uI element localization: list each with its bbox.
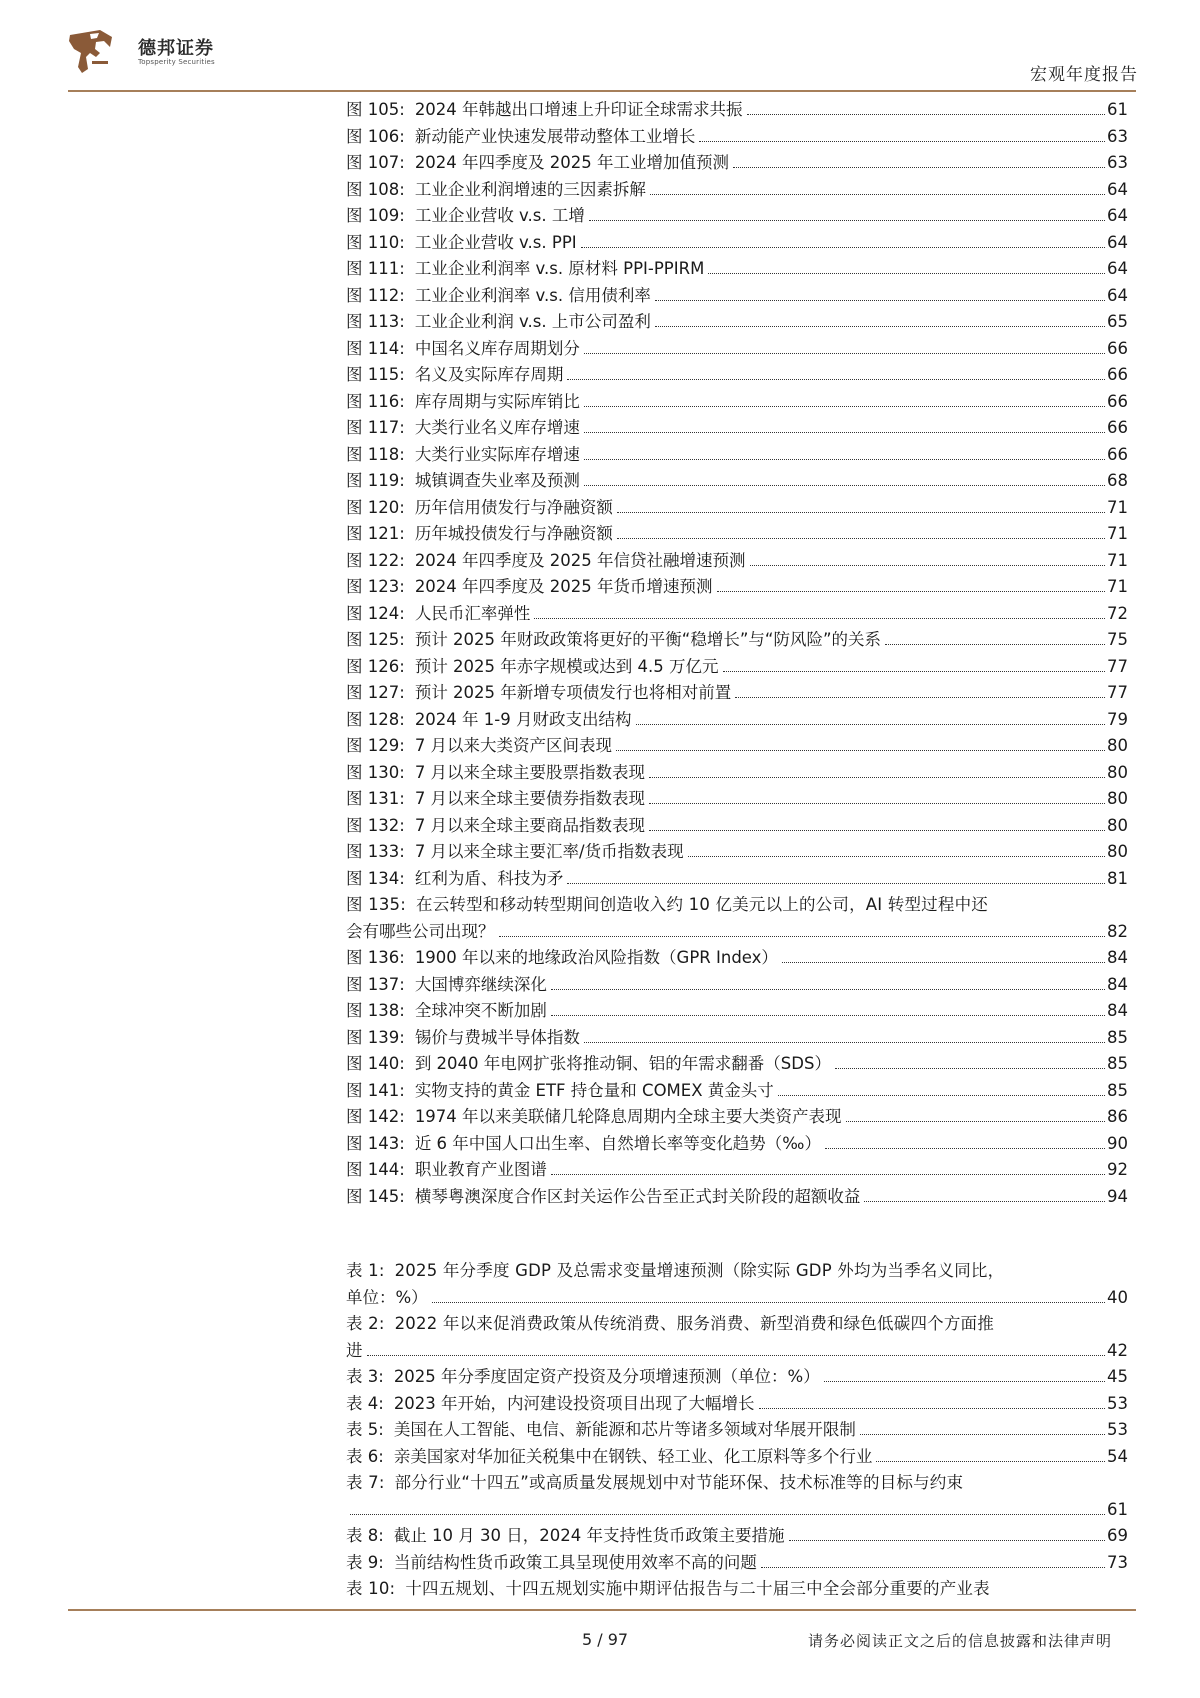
- page-number: 80: [1107, 842, 1128, 861]
- dot-leader: [761, 1567, 1105, 1568]
- toc-figure-108[interactable]: [346, 177, 1128, 204]
- page-number: 71: [1107, 550, 1128, 570]
- table-title: 当前结构性货币政策工具呈现使用效率不高的问题: [393, 1552, 757, 1572]
- page-number: 45: [1107, 1367, 1128, 1386]
- figure-title: 红利为盾、科技为矛: [414, 868, 564, 888]
- toc-figure-125[interactable]: [346, 627, 1128, 654]
- figure-label: 图 123:: [346, 577, 405, 596]
- figure-title: 7 月以来全球主要股票指数表现: [414, 762, 646, 782]
- toc-table-10[interactable]: [346, 1576, 1128, 1603]
- page-number: 66: [1107, 338, 1128, 358]
- figure-title: 工业企业营收 v.s. PPI: [414, 232, 577, 252]
- toc-table-6[interactable]: [346, 1444, 1128, 1471]
- dot-leader: [551, 1015, 1105, 1016]
- dot-leader: [584, 485, 1105, 486]
- dot-leader: [885, 644, 1105, 645]
- figure-title-line2: 会有哪些公司出现？: [346, 921, 495, 941]
- figure-title: 近 6 年中国人口出生率、自然增长率等变化趋势（‰）: [414, 1133, 821, 1153]
- figure-title: 名义及实际库存周期: [414, 365, 564, 384]
- page-indicator: 5 / 97: [582, 1630, 629, 1649]
- figure-title: 2024 年四季度及 2025 年信贷社融增速预测: [414, 550, 746, 570]
- toc-figure-127[interactable]: [346, 680, 1128, 707]
- toc-figure-137[interactable]: [346, 972, 1128, 999]
- figure-title: 大类行业名义库存增速: [414, 418, 580, 437]
- table-label: 表 4:: [346, 1393, 384, 1413]
- page-number: 63: [1107, 126, 1128, 146]
- figure-label: 图 140:: [346, 1054, 405, 1073]
- figure-label: 图 109:: [346, 206, 405, 225]
- dot-leader: [708, 273, 1105, 274]
- figure-title: 2024 年 1-9 月财政支出结构: [414, 709, 632, 729]
- figure-title: 2024 年韩越出口增速上升印证全球需求共振: [414, 100, 743, 119]
- page-number: 72: [1107, 603, 1128, 623]
- dot-leader: [649, 830, 1105, 831]
- toc-figure-118[interactable]: [346, 442, 1128, 469]
- figure-title: 城镇调查失业率及预测: [414, 471, 580, 490]
- figure-label: 图 122:: [346, 550, 405, 570]
- legal-disclaimer: 请务必阅读正文之后的信息披露和法律声明: [807, 1632, 1112, 1650]
- dot-leader: [735, 697, 1105, 698]
- dot-leader: [567, 883, 1105, 884]
- toc-figure-131[interactable]: [346, 786, 1128, 813]
- page-number: 64: [1107, 206, 1128, 225]
- figure-title: 历年信用债发行与净融资额: [414, 497, 613, 517]
- page-number: 61: [1107, 100, 1128, 119]
- page-number: 85: [1107, 1054, 1128, 1073]
- figure-title: 实物支持的黄金 ETF 持仓量和 COMEX 黄金头寸: [414, 1080, 774, 1100]
- figure-title: 2024 年四季度及 2025 年货币增速预测: [414, 577, 713, 596]
- page-number: 85: [1107, 1027, 1128, 1047]
- figure-label: 图 134:: [346, 868, 405, 888]
- page-number: 71: [1107, 497, 1128, 517]
- page-number: 66: [1107, 391, 1128, 411]
- table-label: 表 3:: [346, 1367, 384, 1386]
- figure-title: 预计 2025 年赤字规模或达到 4.5 万亿元: [414, 656, 719, 676]
- figure-label: 图 135:: [346, 895, 406, 914]
- figure-title: 职业教育产业图谱: [414, 1160, 547, 1179]
- page-number: 92: [1107, 1160, 1128, 1179]
- figure-label: 图 139:: [346, 1027, 405, 1047]
- page-number: 40: [1107, 1287, 1128, 1307]
- figure-title: 新动能产业快速发展带动整体工业增长: [414, 126, 696, 146]
- dot-leader: [759, 1408, 1105, 1409]
- page-number: 71: [1107, 524, 1128, 543]
- figure-title: 1974 年以来美联储几轮降息周期内全球主要大类资产表现: [414, 1107, 842, 1126]
- figure-label: 图 119:: [346, 471, 405, 490]
- table-label: 表 7:: [346, 1473, 385, 1492]
- toc-figure-123[interactable]: [346, 574, 1128, 601]
- table-title: 2025 年分季度固定资产投资及分项增速预测（单位：%）: [393, 1367, 820, 1386]
- toc-figure-106[interactable]: [346, 124, 1128, 151]
- dot-leader: [584, 459, 1105, 460]
- page-number: 65: [1107, 312, 1128, 331]
- table-label: 表 6:: [346, 1446, 384, 1466]
- figure-label: 图 127:: [346, 683, 405, 702]
- dot-leader: [551, 989, 1105, 990]
- figure-title: 历年城投债发行与净融资额: [414, 524, 613, 543]
- figure-label: 图 113:: [346, 312, 405, 331]
- dot-leader: [584, 353, 1105, 354]
- toc-figure-117[interactable]: [346, 415, 1128, 442]
- dot-leader: [584, 1042, 1105, 1043]
- page-number: 77: [1107, 656, 1128, 676]
- page-number: 73: [1107, 1552, 1128, 1572]
- company-name-en: Topsperity Securities: [138, 58, 215, 66]
- figure-label: 图 106:: [346, 126, 405, 146]
- toc-figure-141[interactable]: [346, 1078, 1128, 1105]
- toc-figure-107[interactable]: [346, 150, 1128, 177]
- figure-label: 图 128:: [346, 709, 405, 729]
- figure-label: 图 107:: [346, 153, 405, 172]
- figure-label: 图 116:: [346, 391, 405, 411]
- figure-label: 图 118:: [346, 444, 405, 464]
- page-number: 64: [1107, 179, 1128, 199]
- page-number: 64: [1107, 232, 1128, 252]
- table-title-line1: 十四五规划、十四五规划实施中期评估报告与二十届三中全会部分重要的产业表: [405, 1579, 990, 1598]
- figure-label: 图 136:: [346, 948, 405, 967]
- dot-leader: [864, 1201, 1105, 1202]
- page-number: 66: [1107, 418, 1128, 437]
- dot-leader: [636, 724, 1106, 725]
- toc-figure-105[interactable]: [346, 97, 1128, 124]
- dot-leader: [699, 141, 1105, 142]
- dot-leader: [649, 803, 1105, 804]
- page-number: 53: [1107, 1420, 1128, 1439]
- dot-leader: [650, 194, 1105, 195]
- page-number: 54: [1107, 1446, 1128, 1466]
- toc-figure-113[interactable]: [346, 309, 1128, 336]
- toc-figure-145[interactable]: [346, 1184, 1128, 1211]
- page-number: 84: [1107, 948, 1128, 967]
- figure-title: 预计 2025 年新增专项债发行也将相对前置: [414, 683, 732, 702]
- dot-leader: [432, 1302, 1105, 1303]
- dot-leader: [567, 379, 1105, 380]
- dot-leader: [584, 432, 1105, 433]
- page-number: 71: [1107, 577, 1128, 596]
- page-number: 90: [1107, 1133, 1128, 1153]
- dot-leader: [750, 565, 1105, 566]
- figure-title: 全球冲突不断加剧: [414, 1001, 547, 1020]
- toc-table-9[interactable]: [346, 1550, 1128, 1577]
- dot-leader: [655, 326, 1105, 327]
- figure-title: 1900 年以来的地缘政治风险指数（GPR Index）: [414, 948, 778, 967]
- toc-figure-142[interactable]: [346, 1104, 1128, 1131]
- page-number: 82: [1107, 921, 1128, 941]
- table-title: 美国在人工智能、电信、新能源和芯片等诸多领域对华展开限制: [393, 1420, 856, 1439]
- figure-label: 图 126:: [346, 656, 405, 676]
- figure-label: 图 111:: [346, 259, 405, 278]
- figure-title: 大国博弈继续深化: [414, 974, 547, 994]
- figure-title: 7 月以来全球主要商品指数表现: [414, 815, 646, 835]
- figure-title: 预计 2025 年财政政策将更好的平衡“稳增长”与“防风险”的关系: [414, 630, 881, 649]
- page-number: 79: [1107, 709, 1128, 729]
- toc-figure-124[interactable]: [346, 601, 1128, 628]
- toc-figure-126[interactable]: [346, 654, 1128, 681]
- dot-leader: [350, 1514, 1105, 1515]
- table-label: 表 10:: [346, 1579, 396, 1598]
- dot-leader: [747, 114, 1105, 115]
- figure-label: 图 137:: [346, 974, 405, 994]
- figure-title: 7 月以来全球主要债券指数表现: [414, 789, 646, 808]
- figure-title: 中国名义库存周期划分: [414, 338, 580, 358]
- table-title: 2023 年开始，内河建设投资项目出现了大幅增长: [393, 1393, 755, 1413]
- figure-title: 工业企业利润增速的三因素拆解: [414, 179, 646, 199]
- figure-label: 图 117:: [346, 418, 405, 437]
- dot-leader: [499, 936, 1106, 937]
- figure-label: 图 115:: [346, 365, 405, 384]
- dot-leader: [846, 1121, 1105, 1122]
- page-number: 64: [1107, 259, 1128, 278]
- table-title-line1: 2025 年分季度 GDP 及总需求变量增速预测（除实际 GDP 外均为当季名义同比，: [394, 1261, 1005, 1280]
- figure-label: 图 108:: [346, 179, 405, 199]
- page-number: 86: [1107, 1107, 1128, 1126]
- figure-title: 人民币汇率弹性: [414, 603, 531, 623]
- table-label: 表 2:: [346, 1314, 385, 1333]
- page-number: 75: [1107, 630, 1128, 649]
- dot-leader: [367, 1355, 1106, 1356]
- figure-label: 图 110:: [346, 232, 405, 252]
- figure-label: 图 131:: [346, 789, 405, 808]
- page-number: 68: [1107, 471, 1128, 490]
- page-number: 42: [1107, 1340, 1128, 1360]
- figure-label: 图 120:: [346, 497, 405, 517]
- table-title-line2: 单位：%）: [346, 1287, 428, 1307]
- toc-figure-132[interactable]: [346, 813, 1128, 840]
- dot-leader: [655, 300, 1105, 301]
- figure-label: 图 138:: [346, 1001, 405, 1020]
- toc-figure-114[interactable]: [346, 336, 1128, 363]
- figure-title: 2024 年四季度及 2025 年工业增加值预测: [414, 153, 730, 172]
- figure-label: 图 124:: [346, 603, 405, 623]
- toc-figure-110[interactable]: [346, 230, 1128, 257]
- toc-figure-135[interactable]: [346, 892, 1128, 945]
- figure-label: 图 142:: [346, 1107, 405, 1126]
- page-number: 80: [1107, 789, 1128, 808]
- table-label: 表 9:: [346, 1552, 384, 1572]
- toc-figure-139[interactable]: [346, 1025, 1128, 1052]
- figure-title-line1: 在云转型和移动转型期间创造收入约 10 亿美元以上的公司，AI 转型过程中还: [416, 895, 988, 914]
- figure-title: 工业企业利润 v.s. 上市公司盈利: [414, 312, 651, 331]
- toc-figure-140[interactable]: [346, 1051, 1128, 1078]
- toc-table-4[interactable]: [346, 1391, 1128, 1418]
- figure-label: 图 144:: [346, 1160, 405, 1179]
- dot-leader: [733, 167, 1105, 168]
- toc-figure-129[interactable]: [346, 733, 1128, 760]
- dot-leader: [617, 538, 1105, 539]
- figure-label: 图 114:: [346, 338, 405, 358]
- dot-leader: [534, 618, 1105, 619]
- page-number: 63: [1107, 153, 1128, 172]
- footer-divider: [68, 1609, 1136, 1611]
- dot-leader: [876, 1461, 1105, 1462]
- figure-label: 图 130:: [346, 762, 405, 782]
- dot-leader: [789, 1540, 1105, 1541]
- dot-leader: [717, 591, 1105, 592]
- dot-leader: [825, 1148, 1105, 1149]
- dot-leader: [581, 247, 1105, 248]
- toc-figure-144[interactable]: [346, 1157, 1128, 1184]
- page-number: 66: [1107, 365, 1128, 384]
- dot-leader: [860, 1434, 1105, 1435]
- table-title: 截止 10 月 30 日，2024 年支持性货币政策主要措施: [393, 1526, 785, 1545]
- figure-label: 图 143:: [346, 1133, 405, 1153]
- figure-title: 库存周期与实际库销比: [414, 391, 580, 411]
- dot-leader: [584, 406, 1105, 407]
- toc-figure-115[interactable]: [346, 362, 1128, 389]
- page-number: 69: [1107, 1526, 1128, 1545]
- toc-figure-134[interactable]: [346, 866, 1128, 893]
- toc-figure-143[interactable]: [346, 1131, 1128, 1158]
- table-label: 表 1:: [346, 1261, 385, 1280]
- toc-figure-111[interactable]: [346, 256, 1128, 283]
- toc-table-8[interactable]: [346, 1523, 1128, 1550]
- page-number: 66: [1107, 444, 1128, 464]
- page-number: 80: [1107, 762, 1128, 782]
- toc-table-2[interactable]: [346, 1311, 1128, 1364]
- toc-figure-109[interactable]: [346, 203, 1128, 230]
- toc-table-7[interactable]: [346, 1470, 1128, 1523]
- toc-figure-130[interactable]: [346, 760, 1128, 787]
- figure-label: 图 132:: [346, 815, 405, 835]
- figure-title: 到 2040 年电网扩张将推动铜、铝的年需求翻番（SDS）: [414, 1054, 831, 1073]
- page-number: 61: [1107, 1499, 1128, 1519]
- dot-leader: [835, 1068, 1105, 1069]
- table-title-line1: 2022 年以来促消费政策从传统消费、服务消费、新型消费和绿色低碳四个方面推: [394, 1314, 994, 1333]
- dot-leader: [782, 962, 1105, 963]
- toc-figure-119[interactable]: [346, 468, 1128, 495]
- figure-label: 图 145:: [346, 1186, 405, 1206]
- header-divider: [68, 90, 1136, 92]
- toc-figure-121[interactable]: [346, 521, 1128, 548]
- figure-label: 图 133:: [346, 842, 405, 861]
- page-number: 84: [1107, 974, 1128, 994]
- toc-table-5[interactable]: [346, 1417, 1128, 1444]
- toc-figure-128[interactable]: [346, 707, 1128, 734]
- page-number: 85: [1107, 1080, 1128, 1100]
- dot-leader: [649, 777, 1105, 778]
- page-number: 64: [1107, 285, 1128, 305]
- page-number: 80: [1107, 736, 1128, 755]
- page-number: 81: [1107, 868, 1128, 888]
- dot-leader: [778, 1095, 1105, 1096]
- toc-figure-112[interactable]: [346, 283, 1128, 310]
- figure-title: 锡价与费城半导体指数: [414, 1027, 580, 1047]
- table-label: 表 8:: [346, 1526, 384, 1545]
- toc-table-1[interactable]: [346, 1258, 1128, 1311]
- figure-title: 7 月以来全球主要汇率/货币指数表现: [414, 842, 684, 861]
- page-number: 84: [1107, 1001, 1128, 1020]
- report-type-title: 宏观年度报告: [1030, 65, 1138, 85]
- figure-label: 图 112:: [346, 285, 405, 305]
- figure-label: 图 105:: [346, 100, 405, 119]
- company-logo-icon: [66, 27, 114, 75]
- page-number: 53: [1107, 1393, 1128, 1413]
- figure-title: 工业企业利润率 v.s. 信用债利率: [414, 285, 651, 305]
- page-header: [0, 0, 1200, 96]
- toc-figure-136[interactable]: [346, 945, 1128, 972]
- toc-figure-133[interactable]: [346, 839, 1128, 866]
- toc-figure-120[interactable]: [346, 495, 1128, 522]
- figure-title: 工业企业利润率 v.s. 原材料 PPI-PPIRM: [414, 259, 705, 278]
- toc-figure-116[interactable]: [346, 389, 1128, 416]
- figure-label: 图 141:: [346, 1080, 405, 1100]
- page-number: 80: [1107, 815, 1128, 835]
- page-number: 77: [1107, 683, 1128, 702]
- dot-leader: [551, 1174, 1105, 1175]
- toc-table-3[interactable]: [346, 1364, 1128, 1391]
- figure-label: 图 125:: [346, 630, 405, 649]
- toc-figure-122[interactable]: [346, 548, 1128, 575]
- table-title: 亲美国家对华加征关税集中在钢铁、轻工业、化工原料等多个行业: [393, 1446, 873, 1466]
- table-label: 表 5:: [346, 1420, 384, 1439]
- dot-leader: [589, 220, 1105, 221]
- toc-figure-138[interactable]: [346, 998, 1128, 1025]
- table-title-line2: 进: [346, 1340, 363, 1360]
- dot-leader: [824, 1381, 1105, 1382]
- page-number: 94: [1107, 1186, 1128, 1206]
- figure-title: 7 月以来大类资产区间表现: [414, 736, 613, 755]
- company-name-cn: 德邦证券: [138, 38, 214, 59]
- dot-leader: [616, 750, 1105, 751]
- dot-leader: [723, 671, 1105, 672]
- figure-label: 图 129:: [346, 736, 405, 755]
- figure-title: 工业企业营收 v.s. 工增: [414, 206, 585, 225]
- dot-leader: [688, 856, 1105, 857]
- figure-title: 大类行业实际库存增速: [414, 444, 580, 464]
- dot-leader: [617, 512, 1105, 513]
- table-title-line1: 部分行业“十四五”或高质量发展规划中对节能环保、技术标准等的目标与约束: [394, 1473, 964, 1492]
- figure-title: 横琴粤澳深度合作区封关运作公告至正式封关阶段的超额收益: [414, 1186, 861, 1206]
- figure-label: 图 121:: [346, 524, 405, 543]
